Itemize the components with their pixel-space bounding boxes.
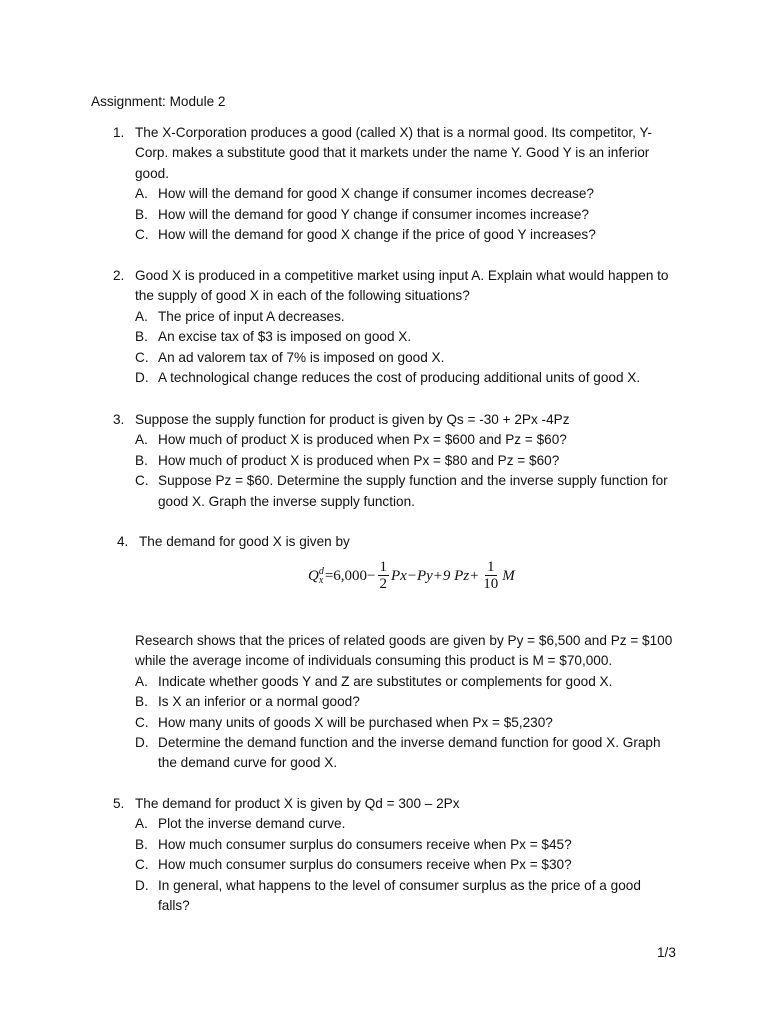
- sub-question-text: Determine the demand function and the inverse demand function for good X. Graph the demand curve for good X.: [158, 735, 661, 771]
- formula-fraction-tenth: $\frac{1}{10}$: [483, 559, 499, 592]
- question-text: Suppose the supply function for product is given by Qs = -30 + 2Px -4Pz: [135, 412, 570, 427]
- sub-question-text: How will the demand for good X change if consumer incomes decrease?: [158, 186, 594, 202]
- formula-constant: =6,000−: [324, 568, 376, 584]
- sub-question-letter: A.: [135, 186, 148, 202]
- question-number: 2.: [113, 268, 125, 283]
- sub-question: [135, 692, 688, 712]
- sub-question: [135, 733, 683, 774]
- sub-question: [135, 876, 673, 917]
- sub-question-letter: C.: [135, 473, 149, 489]
- question-text: The demand for good X is given by: [139, 534, 350, 549]
- question-number: 4.: [117, 534, 129, 549]
- question-3: [113, 410, 688, 512]
- formula-subscript: x: [318, 575, 324, 586]
- sub-question-letter: C.: [135, 857, 149, 873]
- sub-question-text: How much consumer surplus do consumers receive when Px = $45?: [158, 836, 572, 852]
- sub-question-letter: A.: [135, 673, 148, 689]
- sub-question-letter: A.: [135, 308, 148, 324]
- sub-question: [135, 307, 688, 327]
- sub-question-letter: D.: [135, 877, 149, 893]
- research-text: Research shows that the prices of related goods are given by Py = $6,500 and Pz = $100 while the average income of individuals consuming this product is M = $70,000.: [135, 633, 673, 669]
- question-4: [113, 532, 688, 552]
- question-text: The demand for product X is given by Qd = 300 – 2Px: [135, 796, 460, 811]
- sub-question-letter: A.: [135, 816, 148, 832]
- sub-question-letter: B.: [135, 836, 148, 852]
- question-number: 1.: [113, 125, 125, 140]
- sub-question: [135, 672, 688, 692]
- sub-question-text: A technological change reduces the cost of producing additional units of good X.: [158, 370, 641, 386]
- sub-question-text: How much of product X is produced when Px = $600 and Pz = $60?: [158, 432, 567, 448]
- sub-question-letter: C.: [135, 349, 149, 365]
- question-4-continued: [113, 631, 688, 774]
- formula-prices: Px−Py+9 Pz+: [391, 568, 480, 584]
- sub-question-letter: B.: [135, 206, 148, 222]
- sub-question-letter: B.: [135, 452, 148, 468]
- formula-fraction-half: $\frac{1}{2}$: [379, 559, 388, 592]
- demand-formula: [308, 560, 515, 592]
- question-5: [113, 794, 688, 916]
- sub-question-letter: B.: [135, 329, 148, 345]
- question-2: [113, 266, 688, 388]
- sub-question: [135, 713, 688, 733]
- sub-question-letter: D.: [135, 735, 149, 751]
- sub-question: [135, 855, 688, 875]
- page-title: Assignment: Module 2: [91, 94, 226, 109]
- sub-question-letter: A.: [135, 432, 148, 448]
- sub-question-text: Indicate whether goods Y and Z are substitutes or complements for good X.: [158, 673, 613, 689]
- sub-question-text: An ad valorem tax of 7% is imposed on good X.: [158, 349, 445, 365]
- sub-question-text: Plot the inverse demand curve.: [158, 816, 346, 832]
- sub-question-letter: B.: [135, 694, 148, 710]
- sub-question-text: In general, what happens to the level of consumer surplus as the price of a good falls?: [158, 877, 641, 914]
- sub-question-text: An excise tax of $3 is imposed on good X.: [158, 329, 412, 345]
- sub-question-letter: C.: [135, 227, 149, 243]
- sub-question: [135, 814, 688, 834]
- sub-question-text: Is X an inferior or a normal good?: [158, 694, 360, 710]
- question-number: 3.: [113, 412, 125, 427]
- formula-income: M: [502, 568, 515, 584]
- question-1: [113, 123, 688, 245]
- sub-question: [135, 348, 688, 368]
- sub-question-letter: C.: [135, 714, 149, 730]
- sub-question-text: How much of product X is produced when Px = $80 and Pz = $60?: [158, 452, 560, 468]
- sub-question-text: How will the demand for good Y change if consumer incomes increase?: [158, 206, 589, 222]
- sub-question-text: The price of input A decreases.: [158, 308, 345, 324]
- sub-question: [135, 471, 688, 512]
- sub-question: [135, 205, 688, 225]
- page-number: 1/3: [657, 945, 676, 960]
- sub-question: [135, 451, 688, 471]
- sub-question-letter: D.: [135, 370, 149, 386]
- sub-question-text: How will the demand for good X change if the price of good Y increases?: [158, 227, 596, 243]
- sub-question-text: How much consumer surplus do consumers receive when Px = $30?: [158, 857, 572, 873]
- sub-question-text: Suppose Pz = $60. Determine the supply function and the inverse supply function for good X. Graph the inverse supply function.: [158, 473, 668, 509]
- sub-question: [135, 225, 688, 245]
- sub-question: [135, 835, 688, 855]
- formula-superscript: d: [318, 566, 324, 577]
- formula-q: Q: [308, 568, 319, 584]
- sub-question: [135, 327, 688, 347]
- sub-question: [135, 430, 688, 450]
- sub-question: [135, 184, 688, 204]
- question-text: The X-Corporation produces a good (called X) that is a normal good. Its competitor, Y-Corp. makes a substitute good that it markets under the name Y. Good Y is an inferior good.: [135, 125, 652, 181]
- sub-question-text: How many units of goods X will be purchased when Px = $5,230?: [158, 714, 553, 730]
- question-text: Good X is produced in a competitive market using input A. Explain what would happen to the supply of good X in each of the following situations?: [135, 268, 669, 304]
- sub-question: [135, 368, 688, 388]
- question-number: 5.: [113, 796, 125, 811]
